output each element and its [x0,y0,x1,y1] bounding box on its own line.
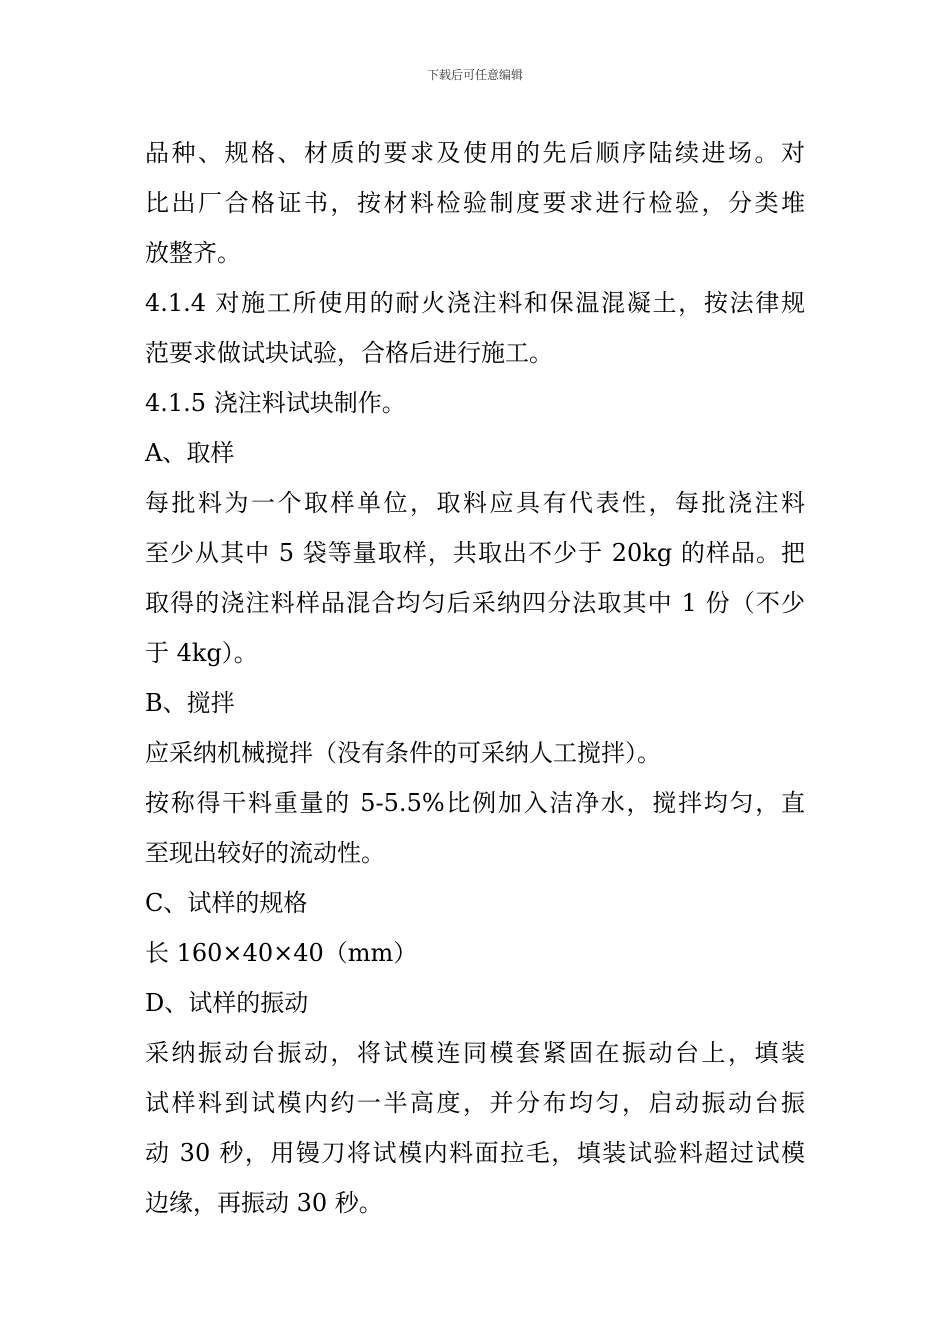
heading-mixing [145,678,815,728]
section-heading: C、试样的规格 [145,889,308,917]
paragraph-4-1-4 [145,278,815,378]
text-line: 采纳振动台振动，将试模连同模套紧固在振动台上，填装 [145,1039,805,1067]
section-heading: 4.1.5 浇注料试块制作。 [145,389,406,417]
text-line: 至现出较好的流动性。 [145,839,385,867]
text-line: 比出厂合格证书，按材料检验制度要求进行检验，分类堆 [145,189,805,217]
section-heading: A、取样 [145,439,235,467]
page-header: 下载后可任意编辑 [426,68,523,82]
text-line: 至少从其中 5 袋等量取样，共取出不少于 20kg 的样品。把 [145,539,805,567]
text-line: 范要求做试块试验，合格后进行施工。 [145,339,553,367]
text-line: 应采纳机械搅拌（没有条件的可采纳人工搅拌）。 [145,739,661,767]
text-line: 试样料到试模内约一半高度，并分布均匀，启动振动台振 [145,1089,805,1117]
section-heading: D、试样的振动 [145,989,309,1017]
text-line: 放整齐。 [145,239,241,267]
text-line: 动 30 秒，用镘刀将试模内料面拉毛，填装试验料超过试模 [145,1139,805,1167]
paragraph-mixing-water [145,778,815,878]
text-line: 取得的浇注料样品混合均匀后采纳四分法取其中 1 份（不少 [145,589,805,617]
text-line: 于 4kg）。 [145,639,258,667]
text-line: 4.1.4 对施工所使用的耐火浇注料和保温混凝土，按法律规 [145,289,805,317]
paragraph-sampling [145,478,815,678]
heading-specimen-spec [145,878,815,928]
text-line: 品种、规格、材质的要求及使用的先后顺序陆续进场。对 [145,139,805,167]
heading-vibration [145,978,815,1028]
text-line: 长 160×40×40（mm） [145,939,418,967]
text-line: 边缘，再振动 30 秒。 [145,1189,383,1217]
paragraph-4-1-5 [145,378,815,428]
section-heading: B、搅拌 [145,689,235,717]
paragraph-materials-entry [145,128,815,278]
paragraph-mixing-method [145,728,815,778]
heading-sampling [145,428,815,478]
text-line: 每批料为一个取样单位，取料应具有代表性，每批浇注料 [145,489,805,517]
paragraph-vibration [145,1028,815,1228]
text-line: 按称得干料重量的 5-5.5%比例加入洁净水，搅拌均匀，直 [145,789,805,817]
document-body [145,128,815,1228]
paragraph-specimen-size [145,928,815,978]
